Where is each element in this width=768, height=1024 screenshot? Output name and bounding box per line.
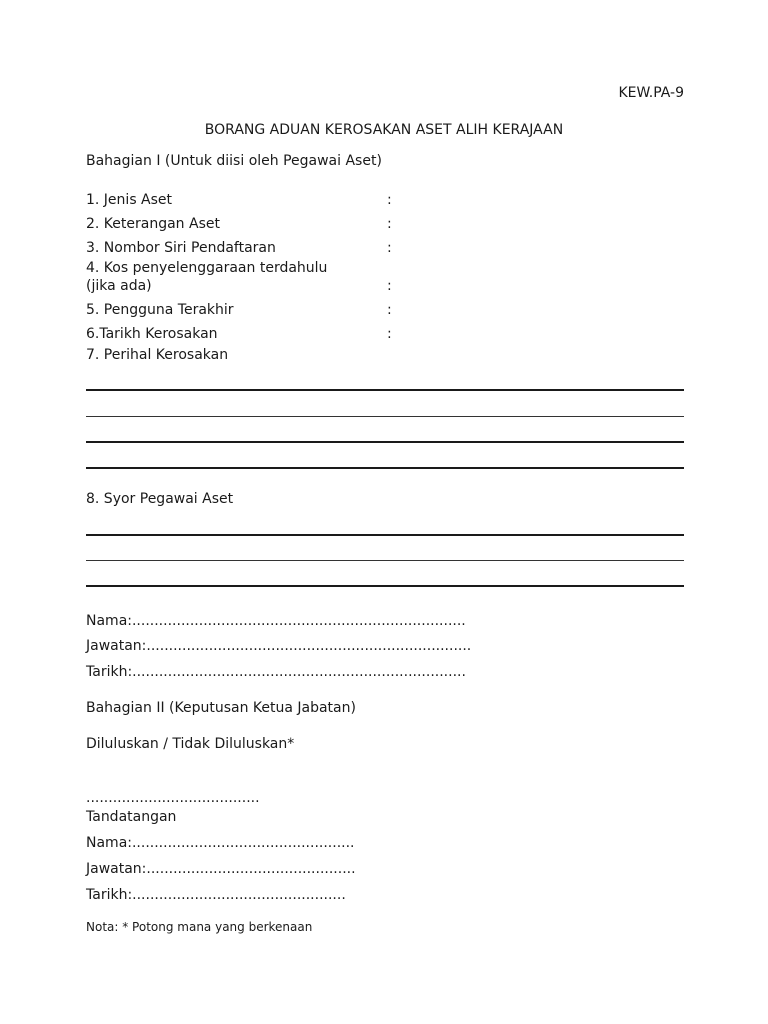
head-date-line[interactable]: Tarikh:................................................ — [86, 887, 346, 903]
field-label-asset-description: 2. Keterangan Aset — [86, 216, 220, 232]
field-label-last-user: 5. Pengguna Terakhir — [86, 302, 234, 318]
footnote: Nota: * Potong mana yang berkenaan — [86, 920, 313, 934]
form-title: BORANG ADUAN KEROSAKAN ASET ALIH KERAJAAN — [204, 122, 564, 138]
field-colon: : — [387, 192, 392, 208]
head-position-line[interactable]: Jawatan:............................................... — [86, 861, 356, 877]
field-label-maintenance-cost: 4. Kos penyelenggaraan terdahulu — [86, 260, 328, 276]
writing-line[interactable] — [86, 534, 684, 536]
field-label-damage-date: 6.Tarikh Kerosakan — [86, 326, 218, 342]
officer-date-line[interactable]: Tarikh:........................................................................... — [86, 664, 466, 680]
signature-label: Tandatangan — [86, 809, 177, 825]
writing-line[interactable] — [86, 416, 684, 417]
field-colon: : — [387, 216, 392, 232]
writing-line[interactable] — [86, 467, 684, 469]
part2-heading: Bahagian II (Keputusan Ketua Jabatan) — [86, 700, 356, 716]
head-name-line[interactable]: Nama:.................................................. — [86, 835, 355, 851]
officer-position-line[interactable]: Jawatan:......................................................................... — [86, 638, 472, 654]
field-label-serial-number: 3. Nombor Siri Pendaftaran — [86, 240, 276, 256]
field-colon: : — [387, 302, 392, 318]
writing-line[interactable] — [86, 560, 684, 561]
form-code: KEW.PA-9 — [618, 85, 684, 101]
field-colon: : — [387, 326, 392, 342]
writing-line[interactable] — [86, 441, 684, 443]
officer-name-line[interactable]: Nama:........................................................................... — [86, 613, 466, 629]
field-label-maintenance-cost-note: (jika ada) — [86, 278, 152, 294]
approval-decision: Diluluskan / Tidak Diluluskan* — [86, 736, 295, 752]
writing-line[interactable] — [86, 585, 684, 587]
field-label-damage-details: 7. Perihal Kerosakan — [86, 347, 229, 363]
field-colon: : — [387, 278, 392, 294]
recommendation-label: 8. Syor Pegawai Aset — [86, 491, 234, 507]
signature-line[interactable]: ....................................... — [86, 790, 260, 806]
field-label-asset-type: 1. Jenis Aset — [86, 192, 173, 208]
part1-heading: Bahagian I (Untuk diisi oleh Pegawai Aset) — [86, 153, 382, 169]
field-colon: : — [387, 240, 392, 256]
writing-line[interactable] — [86, 389, 684, 391]
